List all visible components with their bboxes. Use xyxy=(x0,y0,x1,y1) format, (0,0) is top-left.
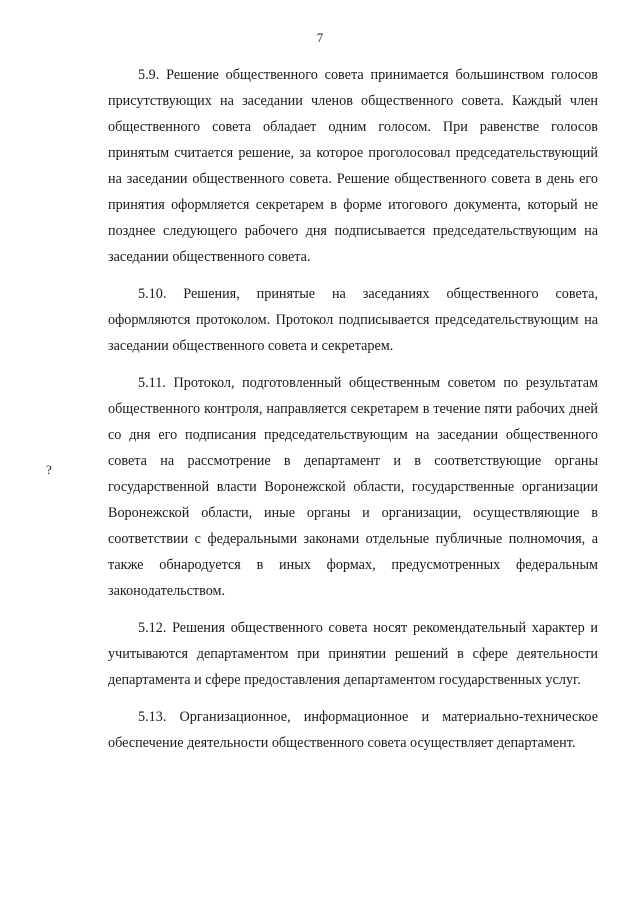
document-body xyxy=(108,62,598,767)
page-number: 7 xyxy=(316,30,324,45)
paragraph-5-12: 5.12. Решения общественного совета носят рекомендательный характер и учитываются департаментом при принятии решений в сфере деятельности департамента и сфере предоставления департаментом государственных услуг. xyxy=(108,620,598,688)
paragraph-5-13: 5.13. Организационное, информационное и материально-техническое обеспечение деятельности общественного совета осуществляет департамент. xyxy=(108,709,598,751)
paragraph-5-11: 5.11. Протокол, подготовленный общественным советом по результатам общественного контроля, направляется секретарем в течение пяти рабочих дней со дня его подписания председательствующим на заседании общественного совета на рассмотрение в департамент и в соответствующие органы государственной власти Воронежской области, государственные организации Воронежской области, иные органы и организации, осуществляющие в соответствии с федеральными законами отдельные публичные полномочия, а также обнародуется в иных формах, предусмотренных федеральным законодательством. xyxy=(108,375,598,599)
paragraph-5-10: 5.10. Решения, принятые на заседаниях общественного совета, оформляются протоколом. Протокол подписывается председательствующим на заседании общественного совета и секретарем. xyxy=(108,286,598,354)
margin-mark: ? xyxy=(46,462,52,477)
paragraph-5-9: 5.9. Решение общественного совета принимается большинством голосов присутствующих на заседании членов общественного совета. Каждый член общественного совета обладает одним голосом. При равенстве голосов принятым считается решение, за которое проголосовал председательствующий на заседании общественного совета. Решение общественного совета в день его принятия оформляется секретарем в форме итогового документа, который не позднее следующего рабочего дня подписывается председательствующим на заседании общественного совета. xyxy=(108,67,598,265)
